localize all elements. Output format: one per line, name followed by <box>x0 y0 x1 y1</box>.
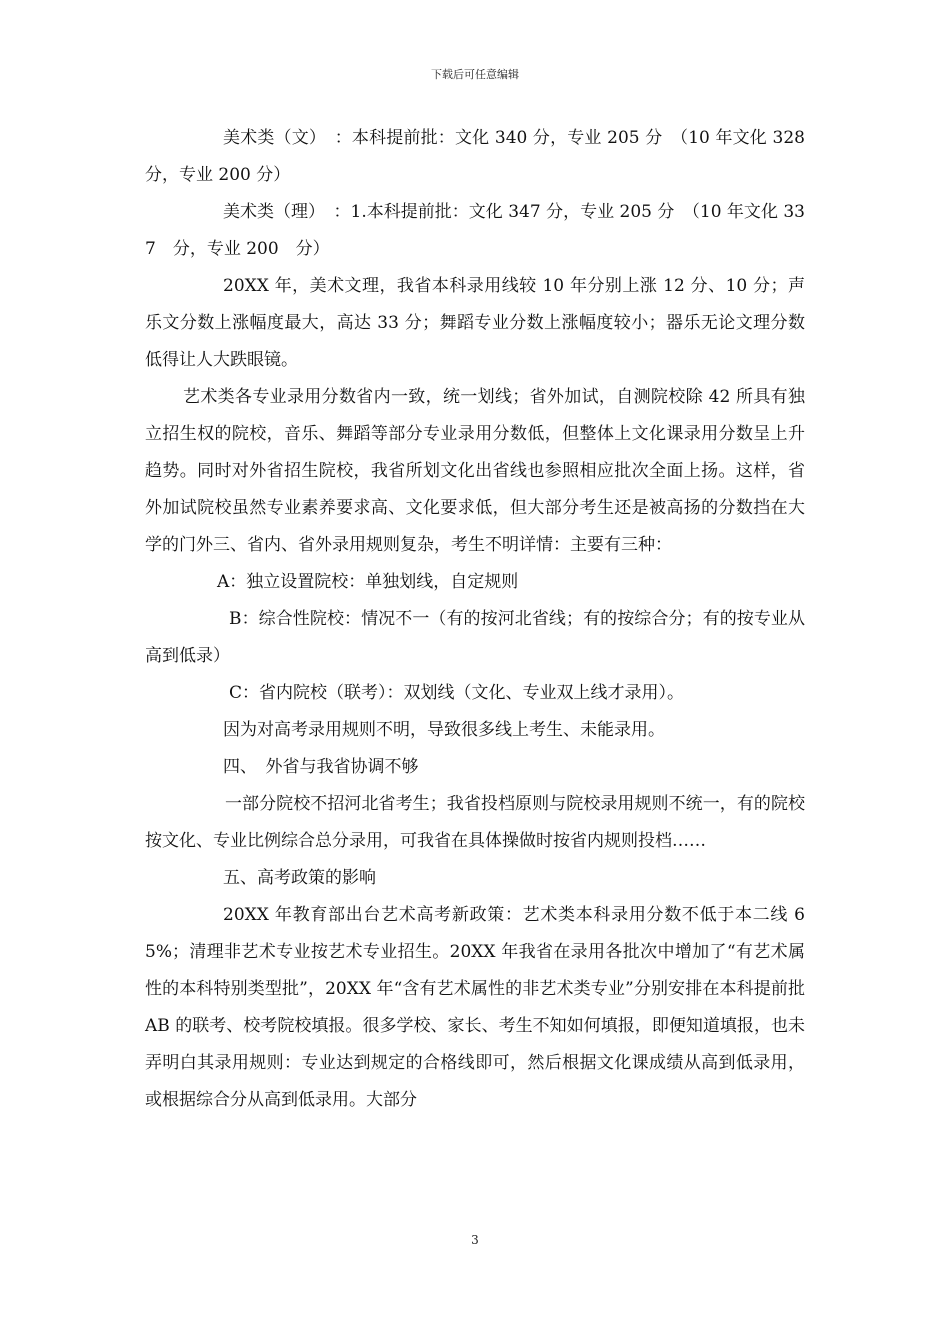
document-body <box>145 120 822 1119</box>
paragraph-rules-unclear: 因为对高考录用规则不明，导致很多线上考生、未能录用。 <box>223 720 665 740</box>
section-heading-five: 五、高考政策的影响 <box>223 868 376 888</box>
paragraph-art-liberal: 美术类（文） ：本科提前批：文化 340 分，专业 205 分 （10 年文化 328 分，专业 200 分） <box>145 128 822 185</box>
paragraph-art-science: 美术类（理） ：1.本科提前批：文化 347 分，专业 205 分 （10 年文化 337 分，专业 200 分） <box>145 202 805 259</box>
page-header: 下载后可任意编辑 <box>431 68 519 81</box>
section-heading-four: 四、 外省与我省协调不够 <box>223 757 419 777</box>
paragraph-coordination: 一部分院校不招河北省考生；我省投档原则与院校录用规则不统一，有的院校按文化、专业比例综合总分录用，可我省在具体操做时按省内规则投档…… <box>145 794 805 851</box>
list-item-b: B：综合性院校：情况不一（有的按河北省线；有的按综合分；有的按专业从高到低录） <box>145 609 805 666</box>
list-item-a: A：独立设置院校：单独划线，自定规则 <box>217 572 519 592</box>
list-item-c: C：省内院校（联考）：双划线（文化、专业双上线才录用）。 <box>229 683 685 703</box>
paragraph-score-change: 20XX 年，美术文理，我省本科录用线较 10 年分别上涨 12 分、10 分；声乐文分数上涨幅度最大，高达 33 分；舞蹈专业分数上涨幅度较小；器乐无论文理分数低得让人大跌眼镜。 <box>145 276 805 370</box>
page-number: 3 <box>471 1233 479 1247</box>
paragraph-policy: 20XX 年教育部出台艺术高考新政策：艺术类本科录用分数不低于本二线 65%；清理非艺术专业按艺术专业招生。20XX 年我省在录用各批次中增加了“有艺术属性的本科特别类型批”，20XX 年“含有艺术属性的非艺术类专业”分别安排在本科提前批 AB 的联考、校考院校填报。很多学校、家长、考生不知如何填报，即便知道填报，也未弄明白其录用规则：专业达到规定的合格线即可，然后根据文化课成绩从高到低录用，或根据综合分从高到低录用。大部分 <box>145 905 805 1110</box>
paragraph-admission-lines: 艺术类各专业录用分数省内一致，统一划线；省外加试，自测院校除 42 所具有独立招生权的院校，音乐、舞蹈等部分专业录用分数低，但整体上文化课录用分数呈上升趋势。同时对外省招生院校，我省所划文化出省线也参照相应批次全面上扬。这样，省外加试院校虽然专业素养要求高、文化要求低，但大部分考生还是被高扬的分数挡在大学的门外三、省内、省外录用规则复杂，考生不明详情：主要有三种： <box>145 387 805 555</box>
